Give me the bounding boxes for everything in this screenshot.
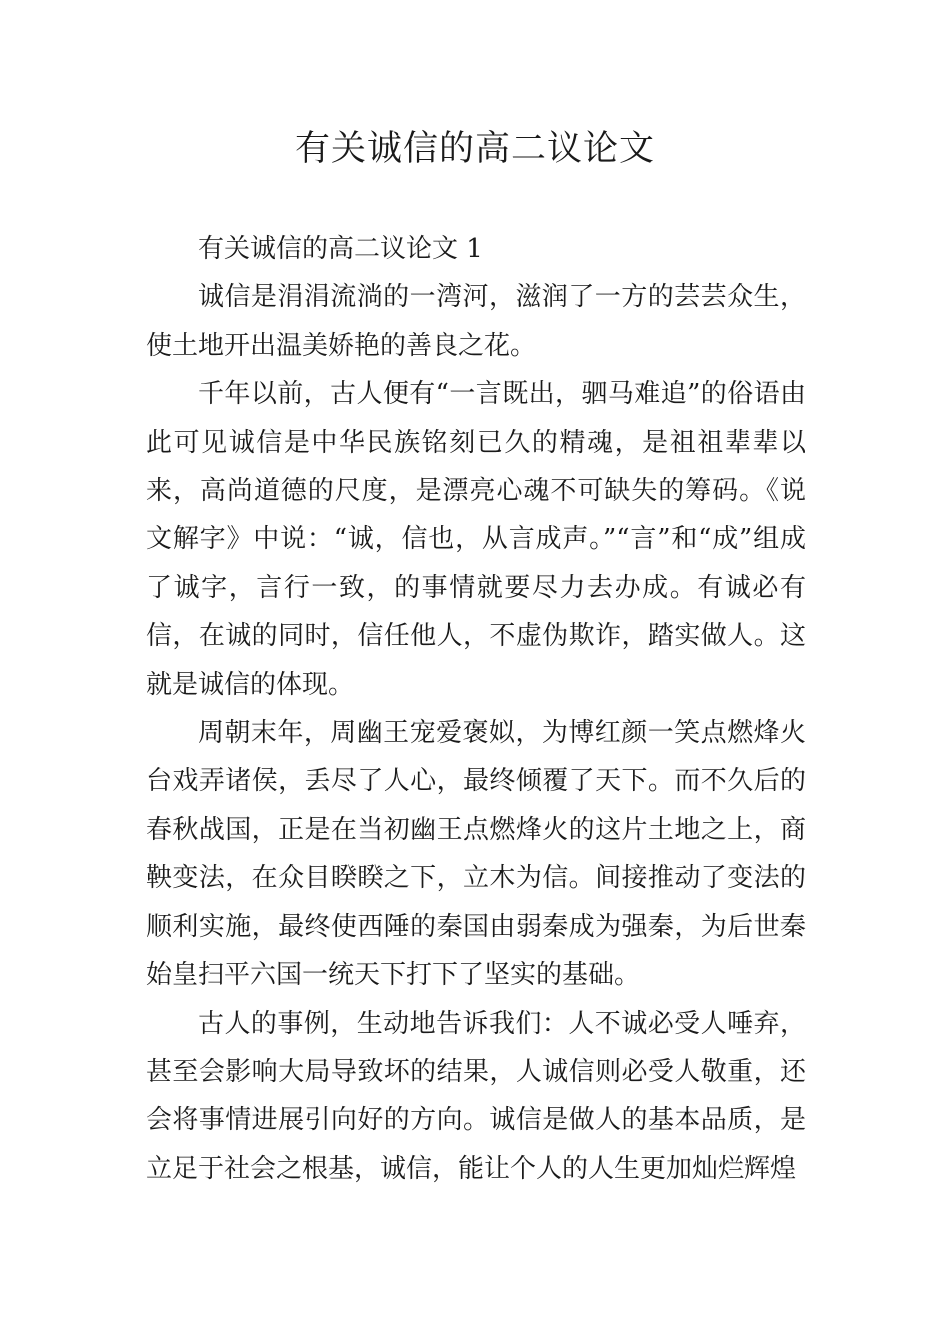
- section-subheading: 有关诚信的高二议论文 1: [198, 234, 483, 264]
- paragraph-3: 周朝末年，周幽王宠爱褒姒，为博红颜一笑点燃烽火台戏弄诸侯，丢尽了人心，最终倾覆了天下。而不久后的春秋战国，正是在当初幽王点燃烽火的这片土地之上，商鞅变法，在众目睽睽之下，立木为信。间接推动了变法的顺利实施，最终使西陲的秦国由弱秦成为强秦，为后世秦始皇扫平六国一统天下打下了坚实的基础。: [146, 718, 806, 991]
- paragraph-4: 古人的事例，生动地告诉我们：人不诚必受人唾弃，甚至会影响大局导致坏的结果，人诚信则必受人敬重，还会将事情进展引向好的方向。诚信是做人的基本品质，是立足于社会之根基，诚信，能让个人的人生更加灿烂辉煌: [146, 1008, 806, 1184]
- document-title: 有关诚信的高二议论文: [294, 129, 655, 169]
- paragraph-1: 诚信是涓涓流淌的一湾河，滋润了一方的芸芸众生，使土地开出温美娇艳的善良之花。: [146, 282, 806, 361]
- paragraph-2: 千年以前，古人便有“一言既出，驷马难追”的俗语由此可见诚信是中华民族铭刻已久的精魂，是祖祖辈辈以来，高尚道德的尺度，是漂亮心魂不可缺失的筹码。《说文解字》中说：“诚，信也，从言成声。”“言”和“成”组成了诚字，言行一致，的事情就要尽力去办成。有诚必有信，在诚的同时，信任他人，不虚伪欺诈，踏实做人。这就是诚信的体现。: [146, 379, 806, 700]
- document-body: [146, 225, 806, 1193]
